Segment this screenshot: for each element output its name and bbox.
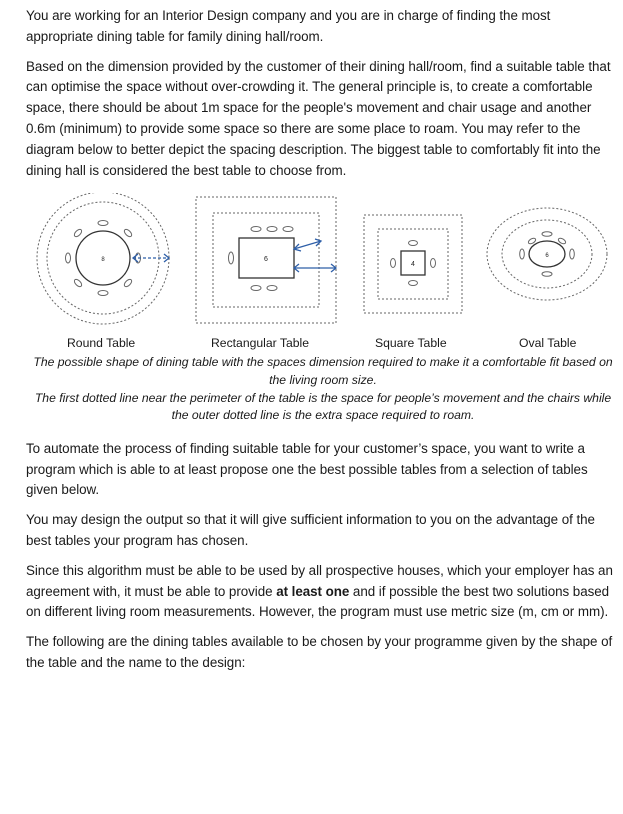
document-page: [26, 6, 620, 674]
rectangular-table-seat-count: 6: [264, 256, 268, 264]
rectangular-table-label: Rectangular Table: [211, 336, 310, 351]
intro-paragraph-2: Based on the dimension provided by the customer of their dining hall/room, find a suitable table that can optimise the space without over-crowding it. The general principle is, to create a comfortable space, there should be about 1m space for the people's movement and chair usage and another 0.6m (minimum) to provide some space so there are some place to roam. You may refer to the diagram below to better depict the spacing description. The biggest table to comfortably fit into the dining hall is considered the best table to choose from.: [26, 58, 611, 178]
table-spacing-diagram: [26, 193, 620, 336]
figure-caption-2: The first dotted line near the perimeter of the table is the space for people’s movement and the chairs while the outer dotted line is the extra space required to roam.: [34, 390, 612, 423]
oval-table-seat-count: 6: [545, 253, 549, 260]
round-table-seat-count: 8: [101, 257, 105, 264]
square-table-seat-count: 4: [411, 261, 415, 269]
body-paragraph-4: You may design the output so that it will give sufficient information to you on the advantage of the best tables your program has chosen.: [26, 512, 595, 548]
paragraph-5-end: and if possible the best two solutions based on different living room measurements. However, the program must use metric size (m, cm or mm).: [26, 583, 610, 620]
round-table-label: Round Table: [67, 336, 136, 351]
paragraph-5-emphasis: at least one: [276, 583, 350, 599]
table-shape-labels: [26, 336, 620, 354]
square-table-label: Square Table: [375, 336, 447, 351]
body-paragraph-5: [26, 561, 620, 623]
oval-table-label: Oval Table: [519, 336, 577, 351]
figure-caption-1: The possible shape of dining table with the spaces dimension required to make it a comfortable fit based on the living room size.: [33, 355, 613, 387]
body-paragraph-3: To automate the process of finding suitable table for your customer’s space, you want to write a program which is able to at least propose one the best possible tables from a selection of tables given below.: [26, 440, 588, 498]
intro-paragraph-1: You are working for an Interior Design company and you are in charge of finding the most appropriate dining table for family dining hall/room.: [26, 8, 551, 44]
body-paragraph-6: The following are the dining tables available to be chosen by your programme given by the shape of the table and the name to the design:: [26, 634, 613, 670]
paragraph-5-start: Since this algorithm must be able to be used by all prospective houses, which your employer has an agreement with, it must be able to provide: [26, 562, 613, 599]
